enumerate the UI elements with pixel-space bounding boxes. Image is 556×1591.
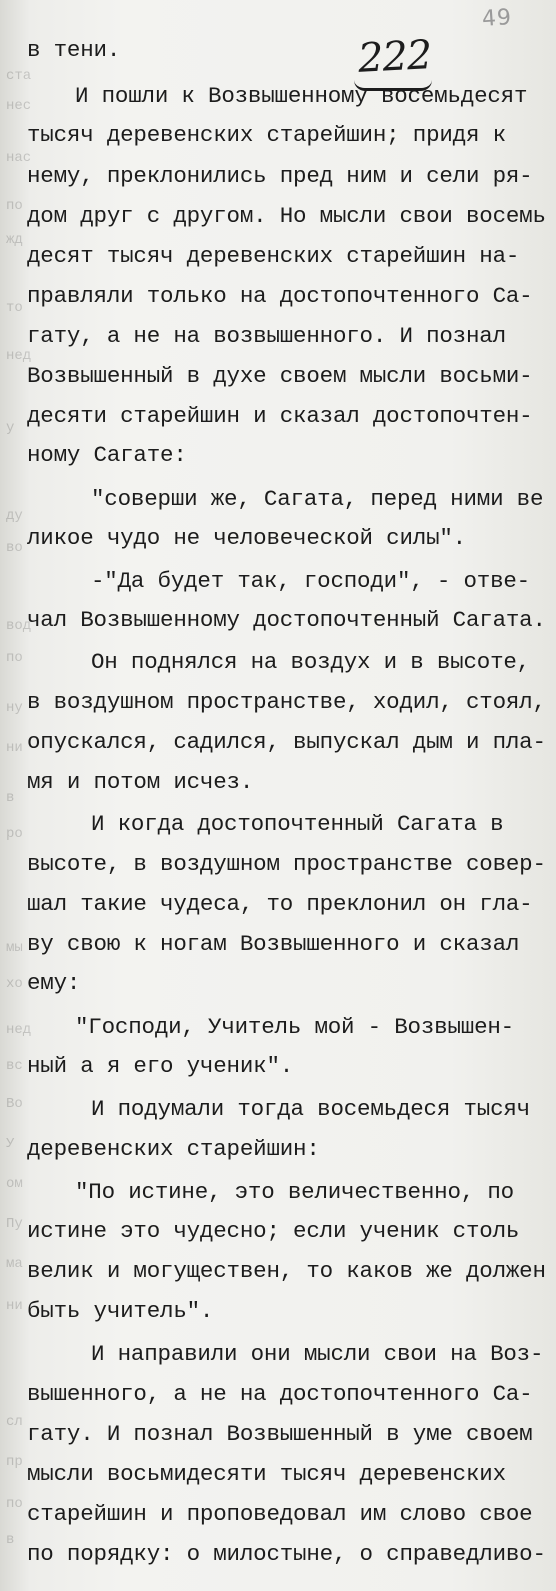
text-line: -"Да будет так, господи", - отве- [91,568,530,594]
text-line: в тени. [27,37,121,63]
text-line: вышенного, а не на достопочтенного Са- [27,1381,533,1407]
text-line: "Господи, Учитель мой - Возвышен- [75,1014,514,1040]
text-line: высоте, в воздушном пространстве совер- [27,851,546,877]
text-line: "По истине, это величественно, по [75,1179,514,1205]
text-line: И пошли к Возвышенному восемьдесят [75,83,528,109]
text-line: по порядку: о милостыне, о справедливо- [27,1541,546,1567]
text-line: "соверши же, Сагата, перед ними ве [91,486,544,512]
text-line: ный а я его ученик". [27,1053,294,1079]
text-line: гату. И познал Возвышенный в уме своем [27,1421,533,1447]
text-line: деревенских старейшин: [27,1136,320,1162]
text-line: ному Сагате: [27,442,187,468]
page-number-pencil: 49 [481,4,513,33]
text-line: И направили они мысли свои на Воз- [91,1341,544,1367]
text-line: Возвышенный в духе своем мысли восьми- [27,363,533,389]
text-line: мысли восьмидесяти тысяч деревенских [27,1461,506,1487]
text-line: старейшин и проповедовал им слово свое [27,1501,533,1527]
text-line: И подумали тогда восемьдеся тысяч [91,1096,530,1122]
text-line: правляли только на достопочтенного Са- [27,283,533,309]
text-line: тысяч деревенских старейшин; придя к [27,122,506,148]
text-line: дом друг с другом. Но мысли свои восемь [27,203,546,229]
text-line: И когда достопочтенный Сагата в [91,811,504,837]
text-line: Он поднялся на воздух и в высоте, [91,649,530,675]
text-line: истине это чудесно; если ученик столь [27,1218,520,1244]
text-line: опускался, садился, выпускал дым и пла- [27,729,546,755]
archive-folio-number: 222 [356,32,433,82]
show-through-text: ста нес нас по жд то нед у ду во вод по ну ни в ро мы хо нед вс Во У ом Пу ма ни сл пр по в [6,68,32,1548]
text-line: мя и потом исчез. [27,769,254,795]
text-line: ему: [27,970,81,996]
text-line: гату, а не на возвышенного. И познал [27,323,506,349]
text-line: чал Возвышенному достопочтенный Сагата. [27,607,546,633]
text-line: велик и могуществен, то каков же должен [27,1258,546,1284]
text-line: ликое чудо не человеческой силы". [27,525,466,551]
text-line: десяти старейшин и сказал достопочтен- [27,403,533,429]
text-line: десят тысяч деревенских старейшин на- [27,243,520,269]
text-line: быть учитель". [27,1298,214,1324]
text-line: шал такие чудеса, то преклонил он гла- [27,891,533,917]
text-line: в воздушном пространстве, ходил, стоял, [27,689,546,715]
text-line: нему, преклонились пред ним и сели ря- [27,163,533,189]
text-line: ву свою к ногам Возвышенного и сказал [27,931,520,957]
